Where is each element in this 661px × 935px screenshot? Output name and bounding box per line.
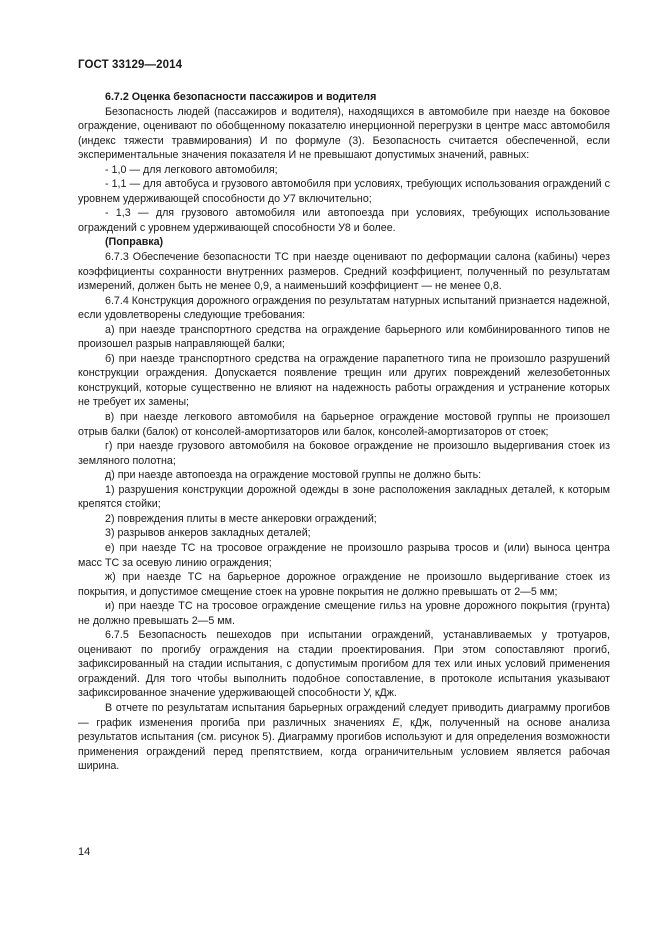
paragraph-safety-index: Безопасность людей (пассажиров и водителя), находящихся в автомобиле при наезде на боковое ограждение, оценивают по обобщенному показателю инерционной перегрузки в центре масс автомобиля (индекс тяжести травмирования) И по формуле (3). Безопасность считается обеспеченной, если экспериментальные значения показателя И не превышают допустимых значений, равных: [78,105,610,162]
paragraph-6-7-4: 6.7.4 Конструкция дорожного ограждения по результатам натурных испытаний признается надежной, если удовлетворены следующие требования: [78,294,610,322]
section-heading: 6.7.2 Оценка безопасности пассажиров и водителя [105,91,377,103]
energy-variable: Е [392,716,400,729]
paragraph-6-7-3: 6.7.3 Обеспечение безопасности ТС при наезде оценивают по деформации салона (кабины) через коэффициенты сохранности внутренних размеров. Средний коэффициент, полученный по результатам измерений, должен быть не менее 0,9, а наименьший коэффициент — не менее 0,8. [78,251,610,293]
requirement-a: а) при наезде транспортного средства на ограждение барьерного или комбинированного типов не произошел разрыв направляющей балки; [78,323,610,351]
document-header: ГОСТ 33129—2014 [78,59,183,71]
requirement-zh: ж) при наезде ТС на барьерное дорожное ограждение не произошло выдергивание стоек из покрытия, и допустимое смещение стоек на уровне покрытия не должно превышать от 2—5 мм; [78,571,610,598]
page-number: 14 [78,846,91,858]
list-item-bus-truck: - 1,1 — для автобуса и грузового автомобиля при условиях, требующих использования ограждений с уровнем удерживающей способности до У7 включительно; [78,178,610,205]
list-item-truck-trailer: - 1,3 — для грузового автомобиля или автопоезда при условиях, требующих использование ограждений с уровнем удерживающей способности У8 и более. [78,207,610,234]
document-body [78,90,610,774]
requirement-d-1: 1) разрушения конструкции дорожной одежды в зоне расположения закладных деталей, к которым крепятся стойки; [78,483,610,511]
paragraph-deflection-diagram [78,701,610,774]
paragraph-6-7-5: 6.7.5 Безопасность пешеходов при испытании ограждений, устанавливаемых у тротуаров, оценивают по прогибу ограждения на стадии проектирования. При этом сопоставляют прогиб, зафиксированный на стадии испытания, с допустимым прогибом для тех или иных условий применения ограждений. Для того чтобы выполнить подобное сопоставление, в протоколе испытания указывают зафиксированное значение удерживающей способности У, кДж. [78,629,610,700]
text-run: В отчете по результатам испытания барьерных ограждений следует приводить диаграмму прогибов — график изменения прогиба при различных значениях [78,701,610,729]
requirement-i: и) при наезде ТС на тросовое ограждение смещение гильз на уровне дорожного покрытия (грунта) не должно превышать 2—5 мм. [78,600,610,627]
requirement-d-2: 2) повреждения плиты в месте анкеровки ограждений; [105,512,377,525]
requirement-v: в) при наезде легкового автомобиля на барьерное ограждение мостовой группы не произошел отрыв балки (балок) от консолей-амортизаторов или балок, консолей-амортизаторов от стоек; [78,411,610,438]
amendment-note: (Поправка) [105,236,164,249]
requirement-g: г) при наезде грузового автомобиля на боковое ограждение не произошло выдергивания стоек из земляного полотна; [78,440,610,467]
requirement-e: е) при наезде ТС на тросовое ограждение не произошло разрыва тросов и (или) выноса центра масс ТС за осевую линию ограждения; [78,541,610,569]
requirement-d-3: 3) разрывов анкеров закладных деталей; [105,527,311,540]
requirement-d: д) при наезде автопоезда на ограждение мостовой группы не должно быть: [105,469,482,482]
requirement-b: б) при наезде транспортного средства на ограждение парапетного типа не произошло разрушений конструкции ограждения. Допускается появление трещин или других повреждений железобетонных конструкций, которые существенно не влияют на надежность работы ограждения и устранение которых не требует их замены; [78,352,610,409]
text-run: , кДж, полученный на основе анализа результатов испытания (см. рисунок 5). Диаграмму прогибов используют и для определения возможности применения ограждений перед препятствием, когда ограничительным условием является рабочая ширина. [78,716,610,773]
list-item-car: - 1,0 — для легкового автомобиля; [105,163,278,176]
